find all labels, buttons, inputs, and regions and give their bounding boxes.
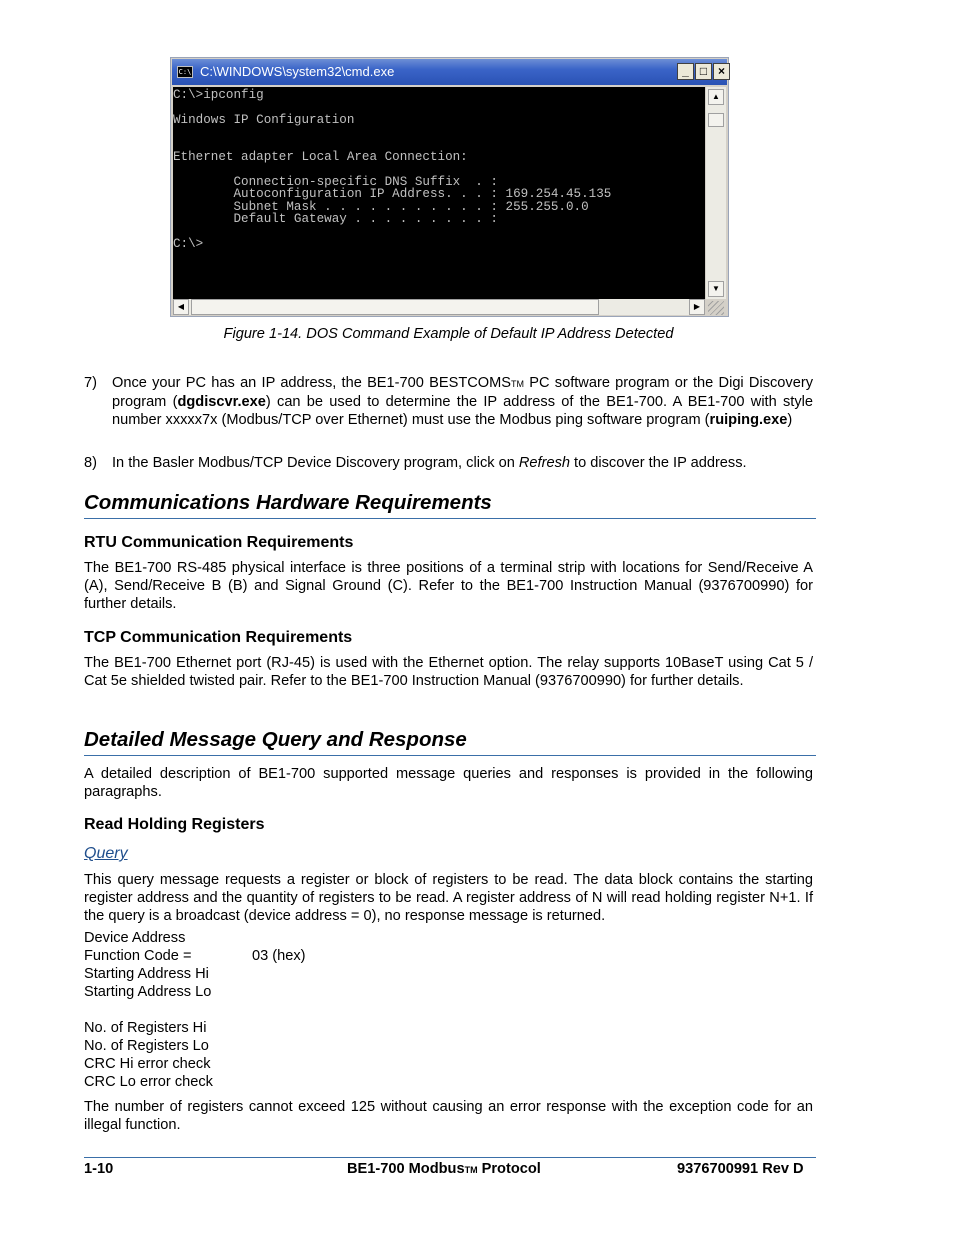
resize-grip-icon[interactable] xyxy=(708,301,724,315)
scroll-left-icon[interactable]: ◀ xyxy=(173,299,189,315)
paragraph: The number of registers cannot exceed 125 without causing an error response with the exception code for an illegal function. xyxy=(84,1099,813,1134)
list-item xyxy=(84,454,813,474)
text-run: Once your PC has an IP address, the BE1-700 BESTCOMS xyxy=(112,375,512,391)
vertical-scrollbar[interactable] xyxy=(706,87,726,299)
trademark-mark: TM xyxy=(511,379,525,389)
paragraph: The BE1-700 RS-485 physical interface is three positions of a terminal strip with locations for Send/Receive A (A), Send/Receive B (B) and Signal Ground (C). Refer to the BE1-700 Instruction Manual (9376700990) for further details. xyxy=(84,560,813,613)
trademark-mark: TM xyxy=(464,1165,478,1175)
window-titlebar xyxy=(172,59,727,85)
field-value: 03 (hex) xyxy=(252,948,306,964)
horizontal-scrollbar[interactable] xyxy=(173,299,705,315)
field-label: Starting Address Lo xyxy=(84,984,212,1000)
footer-rule xyxy=(84,1157,816,1158)
query-heading: Query xyxy=(84,845,128,862)
step-number: 7) xyxy=(84,375,97,391)
console-output xyxy=(173,87,705,299)
text-run: ) can be used to determine the IP address of the BE1-700. A BE1-700 with style number xxxxx7x (Modbus/TCP over Ethernet) must use the Modbus ping software program ( xyxy=(112,394,813,429)
button-reference: Refresh xyxy=(518,455,570,471)
scroll-right-icon[interactable]: ▶ xyxy=(689,299,705,315)
document-number: 9376700991 Rev D xyxy=(677,1161,804,1177)
maximize-button[interactable]: □ xyxy=(695,63,712,80)
step-text xyxy=(112,374,813,430)
paragraph: The BE1-700 Ethernet port (RJ-45) is used with the Ethernet option. The relay supports 10BaseT using Cat 5 / Cat 5e shielded twisted pair. Refer to the BE1-700 Instruction Manual (9376700990) for further details. xyxy=(84,655,813,690)
field-label: CRC Hi error check xyxy=(84,1056,211,1072)
minimize-button[interactable]: _ xyxy=(677,63,694,80)
text-run: ) xyxy=(787,412,793,429)
list-item xyxy=(84,374,813,448)
figure-caption: Figure 1-14. DOS Command Example of Default IP Address Detected xyxy=(223,326,674,342)
field-label: Function Code = xyxy=(84,948,192,964)
field-label: Starting Address Hi xyxy=(84,966,209,982)
subsection-heading: TCP Communication Requirements xyxy=(84,629,353,646)
program-name: dgdiscvr.exe xyxy=(177,394,266,411)
subsection-heading: RTU Communication Requirements xyxy=(84,534,354,551)
page-number: 1-10 xyxy=(84,1161,114,1177)
subsection-heading: Read Holding Registers xyxy=(84,816,265,833)
console-window xyxy=(170,57,729,317)
paragraph: A detailed description of BE1-700 supported message queries and responses is provided in the following paragraphs. xyxy=(84,766,813,801)
horizontal-scroll-thumb[interactable] xyxy=(191,299,599,315)
scroll-thumb[interactable] xyxy=(708,113,724,127)
field-label: Device Address xyxy=(84,930,186,946)
program-name: ruiping.exe xyxy=(709,412,788,429)
field-label: No. of Registers Lo xyxy=(84,1038,209,1054)
paragraph: This query message requests a register or block of registers to be read. The data block contains the starting register address and the quantity of registers to be read. A register address of N will read holding register N+1. If the query is a broadcast (device address = 0), no response message is returned. xyxy=(84,872,813,925)
console-icon: C:\ xyxy=(178,68,192,76)
text-run: to discover the IP address. xyxy=(570,455,747,471)
close-button[interactable]: × xyxy=(713,63,730,80)
window-title: C:\WINDOWS\system32\cmd.exe xyxy=(200,64,395,79)
field-label: No. of Registers Hi xyxy=(84,1020,207,1036)
footer-title-text: Protocol xyxy=(477,1161,541,1177)
scroll-up-icon[interactable]: ▲ xyxy=(708,89,724,105)
text-run: In the Basler Modbus/TCP Device Discovery program, click on xyxy=(112,455,519,471)
step-number: 8) xyxy=(84,455,97,471)
field-label: CRC Lo error check xyxy=(84,1074,213,1090)
section-heading: Detailed Message Query and Response xyxy=(84,728,816,756)
footer-title-text: BE1-700 Modbus xyxy=(347,1161,465,1177)
console-text: C:\>ipconfig Windows IP Configuration Ethernet adapter Local Area Connection: Connection-specific DNS Suffix . : Autoconfiguration IP Address. . . : 169.254.45.135 Subnet Mask . . . . . . . . . . . : 255.255.0.0 Default Gateway . . . . . . . . . : C:\> xyxy=(173,88,612,251)
footer-title xyxy=(347,1160,541,1179)
scroll-down-icon[interactable]: ▼ xyxy=(708,281,724,297)
text-run: PC software program or the Digi Discovery program ( xyxy=(112,375,813,411)
step-text xyxy=(112,454,813,472)
section-heading: Communications Hardware Requirements xyxy=(84,491,816,519)
